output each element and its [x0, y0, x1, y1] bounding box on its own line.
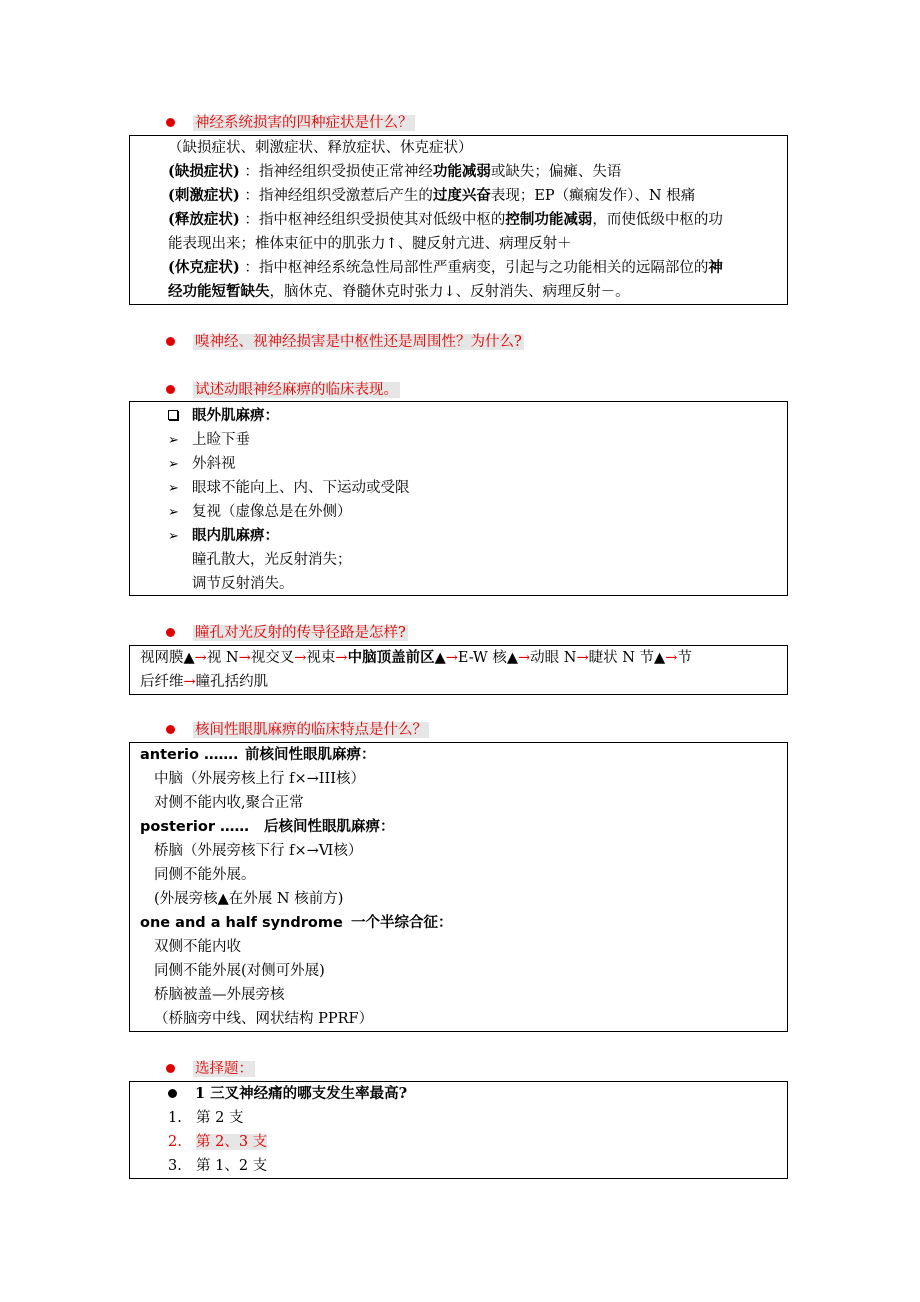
arrow-bullet-icon: ➢	[168, 481, 179, 496]
symptom-line-1: (缺损症状) ：指神经组织受损使正常神经功能减弱或缺失；偏瘫、失语	[168, 163, 622, 180]
list-item: ➢ 复视（虚像总是在外侧）	[168, 500, 779, 524]
extraocular-heading: 眼外肌麻痹：	[168, 404, 779, 428]
answer-box-4	[129, 645, 788, 695]
detail-line: 中脑（外展旁核上行 f×→III核）	[154, 771, 365, 787]
detail-line: 同侧不能外展。	[154, 867, 256, 883]
answer-box-3	[129, 401, 788, 596]
list-item: ➢ 上睑下垂	[168, 428, 779, 452]
question-5-heading	[166, 719, 429, 741]
symptom-line-4-cont: 经功能短暂缺失，脑休克、脊髓休克时张力↓、反射消失、病理反射－。	[168, 283, 630, 300]
section-heading-anterior: anterio ……. 前核间性眼肌麻痹：	[140, 746, 376, 763]
answer-box-5	[129, 742, 788, 1032]
detail-line: （桥脑旁中线、网状结构 PPRF）	[154, 1011, 374, 1027]
bullet-dot-icon	[166, 385, 175, 394]
detail-line: 桥脑被盖—外展旁核	[154, 987, 285, 1003]
question-4-title: 瞳孔对光反射的传导径路是怎样?	[195, 625, 406, 641]
arrow-bullet-icon: ➢	[168, 457, 179, 472]
mcq-option: 3. 第 1、2 支	[168, 1158, 268, 1174]
arrow-bullet-icon: ➢	[168, 505, 179, 520]
question-1-title: 神经系统损害的四种症状是什么？	[195, 115, 413, 131]
symptom-line-3: (释放症状) ：指中枢神经组织受损使其对低级中枢的控制功能减弱，而使低级中枢的功	[168, 211, 723, 228]
intro-line: （缺损症状、刺激症状、释放症状、休克症状）	[168, 140, 473, 156]
symptom-line-2: (刺激症状) ：指神经组织受激惹后产生的过度兴奋表现；EP（癫痫发作）、N 根痛	[168, 187, 696, 204]
question-4-heading	[166, 622, 408, 644]
bullet-dot-icon	[166, 628, 175, 637]
checkbox-square-icon	[168, 410, 178, 420]
detail-line: (外展旁核▲在外展 N 核前方)	[154, 891, 344, 907]
list-item: ➢ 外斜视	[168, 452, 779, 476]
arrow-bullet-icon: ➢	[168, 433, 179, 448]
pathway-line-1: 视网膜▲→视 N→视交叉→视束→中脑顶盖前区▲→E-W 核▲→动眼 N→睫状 N 节▲→节	[140, 649, 692, 666]
answer-box-1	[129, 135, 788, 305]
detail-line: 桥脑（外展旁核下行 f×→Ⅵ核）	[154, 843, 363, 859]
section-heading-one-and-half: one and a half syndrome 一个半综合征：	[140, 914, 453, 931]
mcq-option: 1. 第 2 支	[168, 1110, 244, 1126]
intraocular-heading: ➢ 眼内肌麻痹：	[168, 524, 779, 548]
sub-line: 调节反射消失。	[192, 576, 294, 592]
list-item: ➢ 眼球不能向上、内、下运动或受限	[168, 476, 779, 500]
pathway-line-2: 后纤维→瞳孔括约肌	[140, 674, 269, 690]
question-6-heading	[166, 1058, 255, 1080]
question-3-title: 试述动眼神经麻痹的临床表现。	[195, 382, 398, 398]
bullet-dot-icon	[166, 725, 175, 734]
symptom-line-4: (休克症状) ：指中枢神经系统急性局部性严重病变，引起与之功能相关的远隔部位的神	[168, 259, 723, 276]
sub-line: 瞳孔散大，光反射消失；	[192, 552, 352, 568]
detail-line: 双侧不能内收	[154, 939, 241, 955]
question-5-title: 核间性眼肌麻痹的临床特点是什么？	[195, 722, 427, 738]
mcq-option-correct: 2. 第 2、3 支	[168, 1134, 268, 1150]
detail-line: 同侧不能外展(对侧可外展)	[154, 963, 325, 979]
answer-box-6	[129, 1081, 788, 1179]
mcq-question: 1 三叉神经痛的哪支发生率最高?	[168, 1082, 779, 1106]
question-3-heading	[166, 379, 400, 401]
detail-line: 对侧不能内收,聚合正常	[154, 795, 304, 811]
question-2-heading	[166, 331, 524, 353]
bullet-dot-icon	[168, 1089, 177, 1098]
arrow-bullet-icon: ➢	[168, 529, 179, 544]
question-6-title: 选择题：	[195, 1061, 253, 1077]
section-heading-posterior: posterior …… 后核间性眼肌麻痹：	[140, 818, 395, 835]
question-2-title: 嗅神经、视神经损害是中枢性还是周围性？为什么?	[195, 334, 522, 350]
bullet-dot-icon	[166, 337, 175, 346]
bullet-dot-icon	[166, 118, 175, 127]
symptom-line-3-cont: 能表现出来；椎体束征中的肌张力↑、腱反射亢进、病理反射＋	[168, 236, 572, 252]
bullet-dot-icon	[166, 1064, 175, 1073]
question-1-heading	[166, 112, 415, 134]
